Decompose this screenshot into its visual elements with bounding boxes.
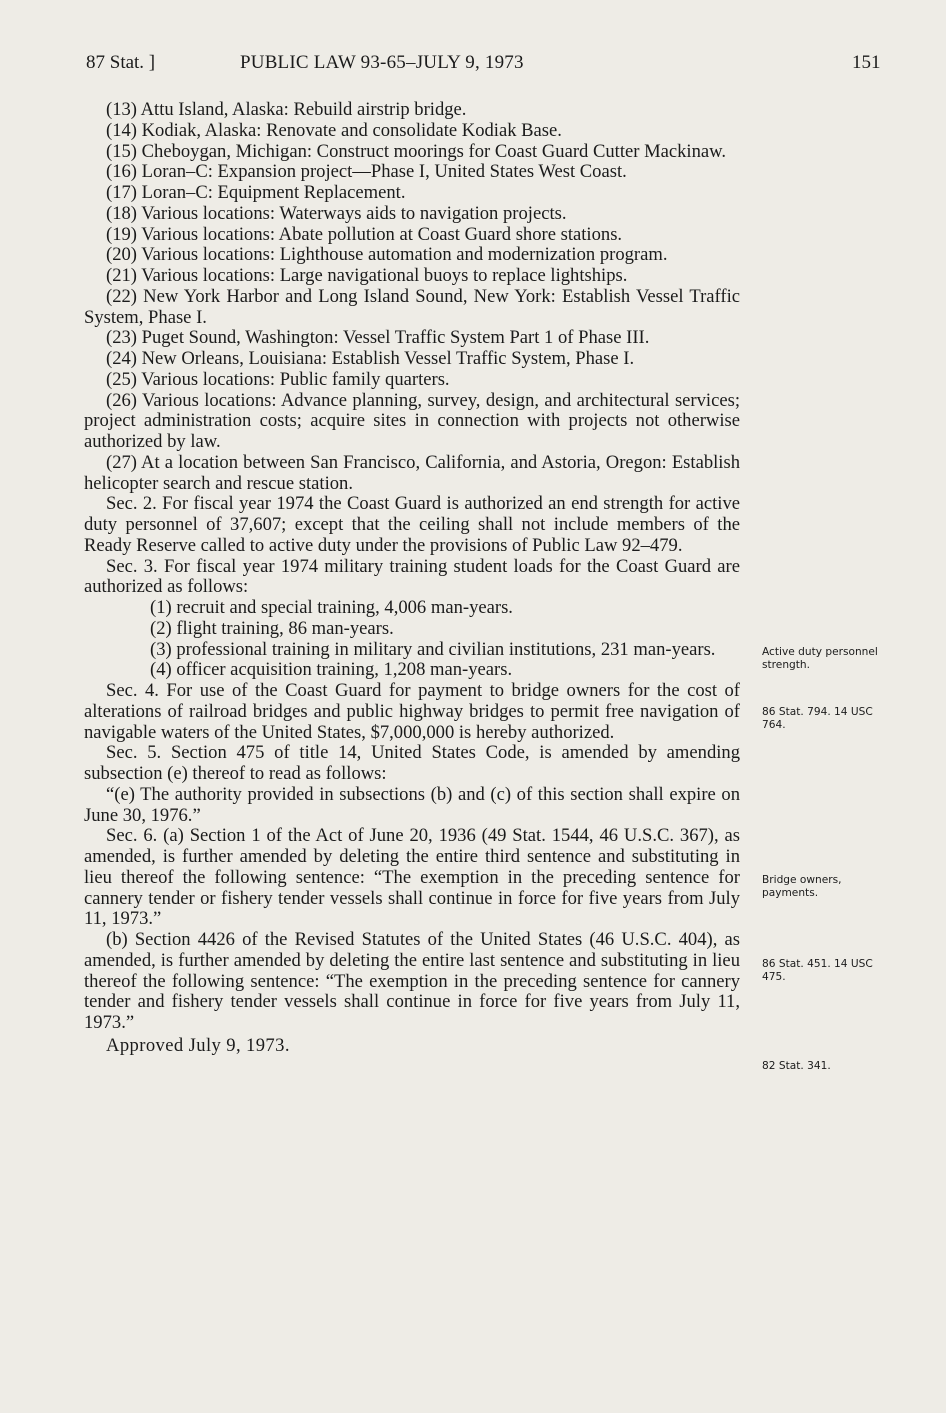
item-22: (22) New York Harbor and Long Island Sound, New York: Establish Vessel Traffic System, Phase I.	[84, 285, 740, 328]
item-16: (16) Loran–C: Expansion project—Phase I, United States West Coast.	[106, 161, 627, 183]
section-5: Sec. 5. Section 475 of title 14, United States Code, is amended by amending subsection (e) thereof to read as follows:	[84, 742, 740, 784]
item-14: (14) Kodiak, Alaska: Renovate and consolidate Kodiak Base.	[106, 119, 562, 141]
item-17: (17) Loran–C: Equipment Replacement.	[106, 182, 406, 203]
section-6b: (b) Section 4426 of the Revised Statutes of the United States (46 U.S.C. 404), as amended, is further amended by deleting the entire last sentence and substituting in lieu thereof the following sentence: “The exemption in the preceding sentence for cannery tender and fishery tender vessels shall continue in force for five years from July 11, 1973.”	[84, 929, 740, 1033]
page-header	[86, 52, 886, 84]
item-18: (18) Various locations: Waterways aids to navigation projects.	[106, 202, 567, 224]
item-25: (25) Various locations: Public family quarters.	[106, 368, 450, 390]
approval-date: Approved July 9, 1973.	[106, 1034, 290, 1056]
item-24: (24) New Orleans, Louisiana: Establish Vessel Traffic System, Phase I.	[106, 348, 635, 369]
page-number: 151	[852, 52, 881, 73]
statute-body	[84, 100, 740, 1057]
section-2: Sec. 2. For fiscal year 1974 the Coast Guard is authorized an end strength for active duty personnel of 37,607; except that the ceiling shall not include members of the Ready Reserve called to active duty under the provisions of Public Law 92–479.	[84, 493, 740, 556]
training-item-3: (3) professional training in military and civilian institutions, 231 man-years.	[150, 638, 716, 660]
item-27: (27) At a location between San Francisco, California, and Astoria, Oregon: Establish helicopter search and rescue station.	[84, 451, 740, 494]
margin-note-86-stat-794: 86 Stat. 794. 14 USC 764.	[762, 706, 873, 731]
item-15: (15) Cheboygan, Michigan: Construct moorings for Coast Guard Cutter Mackinaw.	[106, 140, 727, 162]
training-item-1: (1) recruit and special training, 4,006 man-years.	[150, 597, 513, 618]
item-21: (21) Various locations: Large navigational buoys to replace lightships.	[106, 265, 628, 286]
margin-note-82-stat-341: 82 Stat. 341.	[762, 1060, 831, 1072]
training-item-2: (2) flight training, 86 man-years.	[150, 617, 394, 639]
margin-note-86-stat-451: 86 Stat. 451. 14 USC 475.	[762, 958, 873, 983]
margin-note-bridge-owners: Bridge owners, payments.	[762, 874, 842, 899]
section-5-quote: “(e) The authority provided in subsections (b) and (c) of this section shall expire on June 30, 1976.”	[84, 783, 740, 826]
volume-reference: 87 Stat. ]	[86, 52, 156, 73]
margin-note-active-duty: Active duty personnel strength.	[762, 646, 878, 671]
training-item-4: (4) officer acquisition training, 1,208 man-years.	[150, 659, 513, 681]
section-4: Sec. 4. For use of the Coast Guard for payment to bridge owners for the cost of alterations of railroad bridges and public highway bridges to permit free navigation of navigable waters of the United States, $7,000,000 is hereby authorized.	[84, 680, 740, 743]
section-6a: Sec. 6. (a) Section 1 of the Act of June 20, 1936 (49 Stat. 1544, 46 U.S.C. 367), as amended, is further amended by deleting the entire third sentence and substituting in lieu thereof the following sentence: “The exemption in the preceding sentence for cannery tender or fishery tender vessels shall continue in force for five years from July 11, 1973.”	[84, 825, 740, 930]
item-26: (26) Various locations: Advance planning, survey, design, and architectural services; project administration costs; acquire sites in connection with projects not otherwise authorized by law.	[84, 389, 740, 452]
running-title: PUBLIC LAW 93-65–JULY 9, 1973	[240, 52, 524, 73]
item-23: (23) Puget Sound, Washington: Vessel Traffic System Part 1 of Phase III.	[106, 327, 650, 349]
item-13: (13) Attu Island, Alaska: Rebuild airstrip bridge.	[106, 99, 467, 120]
item-20: (20) Various locations: Lighthouse automation and modernization program.	[106, 244, 668, 266]
section-3: Sec. 3. For fiscal year 1974 military training student loads for the Coast Guard are authorized as follows:	[84, 555, 740, 598]
item-19: (19) Various locations: Abate pollution at Coast Guard shore stations.	[106, 223, 623, 245]
